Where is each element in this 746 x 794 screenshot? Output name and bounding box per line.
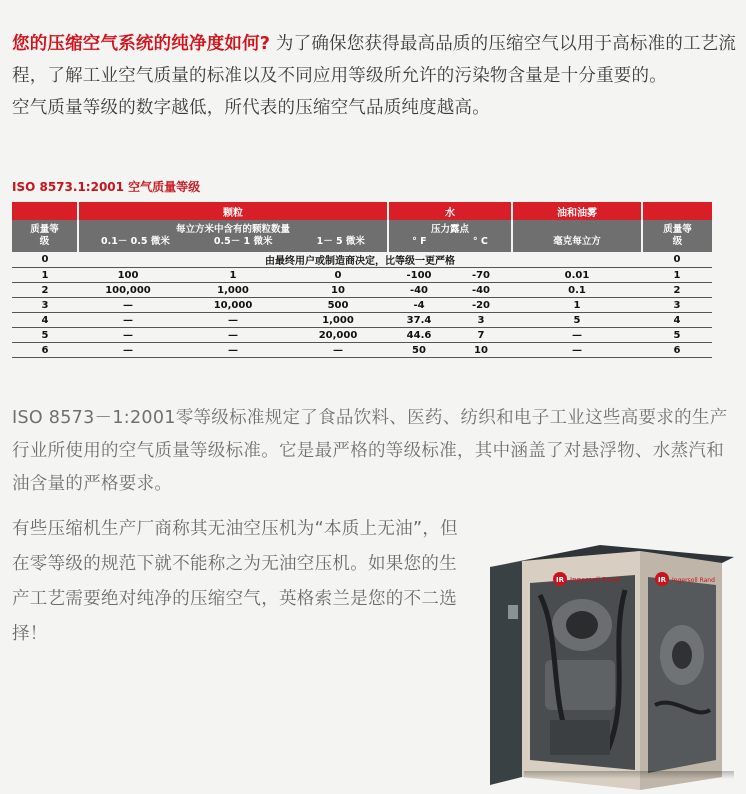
cooler-core: [672, 641, 692, 669]
header-blank-right: [642, 202, 712, 220]
floor-shadow: [524, 771, 734, 779]
cell-grade-right: 5: [642, 328, 712, 343]
cell-particles-05-1: —: [178, 313, 288, 328]
cell-particles-05-1: 1: [178, 268, 288, 283]
cell-dewpoint-f: -100: [388, 268, 450, 283]
cell-dewpoint-c: -70: [450, 268, 512, 283]
cell-particles-05-1: 1,000: [178, 283, 288, 298]
logo-side-brand: Ingersoll Rand: [672, 577, 715, 584]
oil-free-text: 有些压缩机生产厂商称其无油空压机为“本质上无油”，但在零等级的规范下就不能称之为无油空压机。如果您的生产工艺需要绝对纯净的压缩空气，英格索兰是您的不二选择！: [12, 519, 458, 644]
cell-particles-01-05: 100: [78, 268, 178, 283]
cell-particles-01-05: —: [78, 328, 178, 343]
cell-dewpoint-f: 44.6: [388, 328, 450, 343]
control-screen: [508, 605, 518, 619]
particle-size-3: 1－ 5 微米: [316, 236, 365, 247]
cell-particles-05-1: —: [178, 328, 288, 343]
cell-grade: 4: [12, 313, 78, 328]
table-row: [12, 283, 712, 298]
cell-grade: 1: [12, 268, 78, 283]
base-unit: [550, 720, 610, 755]
cell-dewpoint-c: 10: [450, 343, 512, 358]
cell-grade-right: 6: [642, 343, 712, 358]
table-row: [12, 343, 712, 358]
subheader-grade-right: 质量等级: [642, 220, 712, 252]
cell-dewpoint-c: 7: [450, 328, 512, 343]
header-water: 水: [388, 202, 512, 220]
cell-particles-01-05: —: [78, 343, 178, 358]
cell-dewpoint-c: -20: [450, 298, 512, 313]
header-oil: 油和油雾: [512, 202, 642, 220]
oil-desc: 毫克每立方: [553, 236, 601, 247]
cell-grade: 2: [12, 283, 78, 298]
intro-section: [12, 28, 738, 124]
cell-oil-content: 5: [512, 313, 642, 328]
motor-core: [566, 611, 598, 639]
header-particles: 颗粒: [78, 202, 388, 220]
intro-paragraph: [12, 28, 738, 92]
cell-dewpoint-c: -40: [450, 283, 512, 298]
cell-oil-content: —: [512, 343, 642, 358]
subheader-oil: [512, 220, 642, 252]
iso-standard-paragraph: [12, 402, 738, 501]
unit-celsius: ° C: [472, 236, 488, 247]
table-subheader-row: [12, 220, 712, 252]
cell-oil-content: 0.01: [512, 268, 642, 283]
cell-particles-1-5: 1,000: [288, 313, 388, 328]
oil-free-paragraph: [12, 512, 472, 652]
cell-oil-content: 0.1: [512, 283, 642, 298]
table-title: ISO 8573.1:2001 空气质量等级: [12, 180, 201, 194]
table-row: [12, 298, 712, 313]
cell-particles-01-05: —: [78, 313, 178, 328]
cell-particles-01-05: —: [78, 298, 178, 313]
cell-particles-01-05: 100,000: [78, 283, 178, 298]
cell-grade-right: 3: [642, 298, 712, 313]
particle-size-2: 0.5－ 1 微米: [213, 236, 273, 247]
cell-particles-1-5: —: [288, 343, 388, 358]
air-quality-table: [12, 202, 712, 358]
cell-particles-1-5: 500: [288, 298, 388, 313]
particles-size-cols: [79, 236, 387, 248]
logo-front-mark: IR: [556, 576, 564, 584]
cell-particles-1-5: 0: [288, 268, 388, 283]
table-row: [12, 268, 712, 283]
left-panel: [490, 561, 522, 785]
cell-oil-content: 1: [512, 298, 642, 313]
table-header-row: [12, 202, 712, 220]
cell-dewpoint-f: 37.4: [388, 313, 450, 328]
cell-grade: 3: [12, 298, 78, 313]
cell-grade-right: 2: [642, 283, 712, 298]
iso-standard-text: ISO 8573－1:2001零等级标准规定了食品饮料、医药、纺织和电子工业这些高要求的生产行业所使用的空气质量等级标准。它是最严格的等级标准，其中涵盖了对悬浮物、水蒸汽和油含量的严格要求。: [12, 408, 728, 494]
cell-particles-05-1: 10,000: [178, 298, 288, 313]
subheader-water: [388, 220, 512, 252]
compressor-image: [490, 545, 734, 790]
row0-note: 由最终用户或制造商决定，比等级一更严格: [78, 252, 642, 268]
cell-grade-right: 1: [642, 268, 712, 283]
cell-particles-05-1: —: [178, 343, 288, 358]
cell-dewpoint-f: -4: [388, 298, 450, 313]
cell-dewpoint-c: 3: [450, 313, 512, 328]
intro-text: 为了确保您获得最高品质的压缩空气以用于高标准的工艺流程，了解工业空气质量的标准以及不同应用等级所允许的污染物含量是十分重要的。: [12, 34, 737, 86]
cell-dewpoint-f: -40: [388, 283, 450, 298]
cell-dewpoint-f: 50: [388, 343, 450, 358]
intro-note: 空气质量等级的数字越低，所代表的压缩空气品质纯度越高。: [12, 98, 490, 118]
particle-size-1: 0.1－ 0.5 微米: [101, 236, 170, 247]
header-blank-left: [12, 202, 78, 220]
particles-desc: 每立方米中含有的颗粒数量: [175, 224, 290, 235]
cell-grade-right: 0: [642, 252, 712, 268]
logo-side-mark: IR: [658, 576, 666, 584]
cell-grade: 5: [12, 328, 78, 343]
logo-front-brand: Ingersoll Rand: [570, 576, 621, 584]
cell-grade: 6: [12, 343, 78, 358]
table-row: [12, 328, 712, 343]
cell-oil-content: —: [512, 328, 642, 343]
subheader-particles: [78, 220, 388, 252]
table-row: [12, 313, 712, 328]
water-desc: 压力露点: [430, 224, 469, 235]
unit-fahrenheit: ° F: [412, 236, 427, 247]
cell-particles-1-5: 20,000: [288, 328, 388, 343]
cell-particles-1-5: 10: [288, 283, 388, 298]
water-unit-cols: [389, 236, 511, 248]
table-row: [12, 252, 712, 268]
cell-grade: 0: [12, 252, 78, 268]
intro-question: 您的压缩空气系统的纯净度如何?: [12, 34, 271, 54]
subheader-grade-left: 质量等级: [12, 220, 78, 252]
cell-grade-right: 4: [642, 313, 712, 328]
